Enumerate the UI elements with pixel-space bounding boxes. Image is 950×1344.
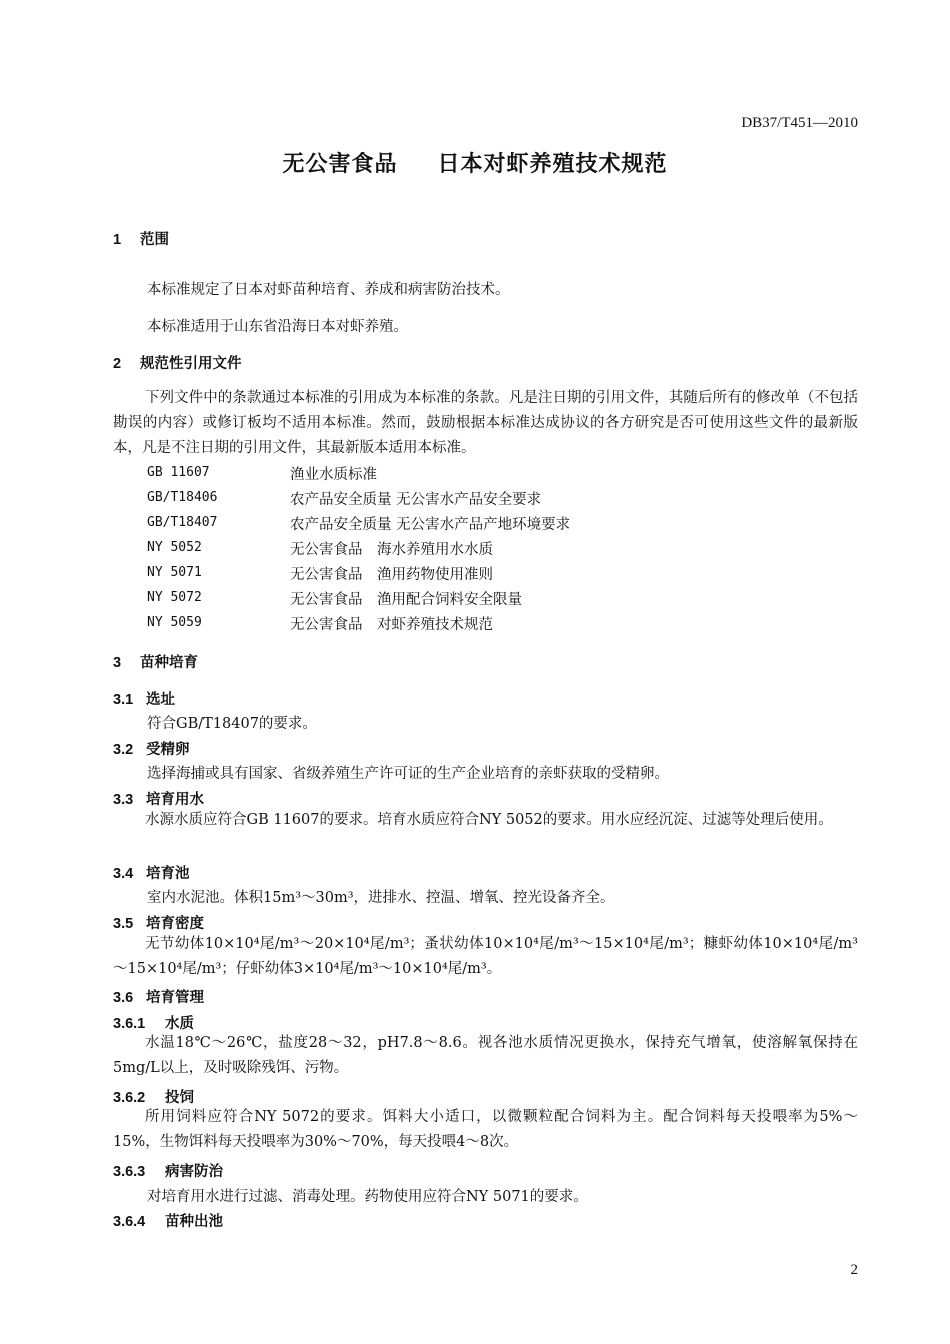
subsection-3-6-heading: 3.6 培育管理 (113, 990, 204, 1006)
ref-title: 无公害食品 对虾养殖技术规范 (290, 617, 493, 633)
title-part-2: 日本对虾养殖技术规范 (437, 152, 668, 177)
title-part-1: 无公害食品 (282, 152, 398, 177)
ref-code: GB/T18406 (147, 490, 218, 505)
subsection-3-1-text: 符合GB/T18407的要求。 (147, 716, 317, 732)
subsection-3-3-text: 水源水质应符合GB 11607的要求。培育水质应符合NY 5052的要求。用水应经沉淀、过滤等处理后使用。 (145, 812, 833, 828)
subsection-3-3-heading: 3.3 培育用水 (113, 792, 204, 808)
page-number: 2 (850, 1262, 858, 1278)
ref-code: NY 5059 (147, 615, 202, 630)
subsection-3-2-text: 选择海捕或具有国家、省级养殖生产许可证的生产企业培育的亲虾获取的受精卵。 (147, 766, 669, 782)
ref-code: NY 5052 (147, 540, 202, 555)
ref-title: 农产品安全质量 无公害水产品产地环境要求 (290, 517, 571, 533)
section-1-paragraph-2: 本标准适用于山东省沿海日本对虾养殖。 (147, 319, 408, 335)
subsection-3-4-heading: 3.4 培育池 (113, 866, 190, 882)
item-3-6-4-heading: 3.6.4 苗种出池 (113, 1214, 223, 1230)
section-2-heading: 2 规范性引用文件 (113, 356, 242, 372)
ref-title: 农产品安全质量 无公害水产品安全要求 (290, 492, 542, 508)
item-3-6-1-heading: 3.6.1 水质 (113, 1016, 194, 1032)
subsection-3-5-text: 无节幼体10×10⁴尾/m³～20×10⁴尾/m³；蚤状幼体10×10⁴尾/m³～15×10⁴尾/m³；糠虾幼体10×10⁴尾/m³～15×10⁴尾/m³；仔虾幼体3×10⁴尾/m³～10×10⁴尾/m³。 (113, 936, 858, 977)
ref-code: NY 5072 (147, 590, 202, 605)
ref-title: 渔业水质标准 (290, 467, 377, 483)
ref-title: 无公害食品 渔用配合饲料安全限量 (290, 592, 522, 608)
section-1-heading: 1 范围 (113, 232, 169, 248)
subsection-3-4-text: 室内水泥池。体积15m³～30m³，进排水、控温、增氧、控光设备齐全。 (147, 890, 615, 906)
section-3-heading: 3 苗种培育 (113, 655, 198, 671)
subsection-3-1-heading: 3.1 选址 (113, 692, 175, 708)
ref-code: NY 5071 (147, 565, 202, 580)
subsection-3-5-heading: 3.5 培育密度 (113, 916, 204, 932)
ref-code: GB/T18407 (147, 515, 218, 530)
ref-title: 无公害食品 渔用药物使用准则 (290, 567, 493, 583)
section-2-paragraph: 下列文件中的条款通过本标准的引用成为本标准的条款。凡是注日期的引用文件，其随后所有的修改单（不包括勘误的内容）或修订板均不适用本标准。然而，鼓励根据本标准达成协议的各方研究是否可使用这些文件的最新版本，凡是不注日期的引用文件，其最新版本适用本标准。 (113, 390, 858, 456)
item-3-6-3-heading: 3.6.3 病害防治 (113, 1164, 223, 1180)
subsection-3-2-heading: 3.2 受精卵 (113, 742, 190, 758)
item-3-6-2-heading: 3.6.2 投饲 (113, 1090, 194, 1106)
item-3-6-2-text: 所用饲料应符合NY 5072的要求。饵料大小适口，以微颗粒配合饲料为主。配合饲料每天投喂率为5%～15%，生物饵料每天投喂率为30%～70%，每天投喂4～8次。 (113, 1109, 858, 1150)
item-3-6-3-text: 对培育用水进行过滤、消毒处理。药物使用应符合NY 5071的要求。 (147, 1189, 588, 1205)
document-code: DB37/T451—2010 (741, 115, 858, 131)
item-3-6-1-text: 水温18℃～26℃，盐度28～32，pH7.8～8.6。视各池水质情况更换水，保持充气增氧，使溶解氧保持在5mg/L以上，及时吸除残饵、污物。 (113, 1035, 858, 1076)
section-1-paragraph-1: 本标准规定了日本对虾苗种培育、养成和病害防治技术。 (147, 282, 510, 298)
page-title (0, 147, 950, 178)
ref-title: 无公害食品 海水养殖用水水质 (290, 542, 493, 558)
ref-code: GB 11607 (147, 465, 210, 480)
